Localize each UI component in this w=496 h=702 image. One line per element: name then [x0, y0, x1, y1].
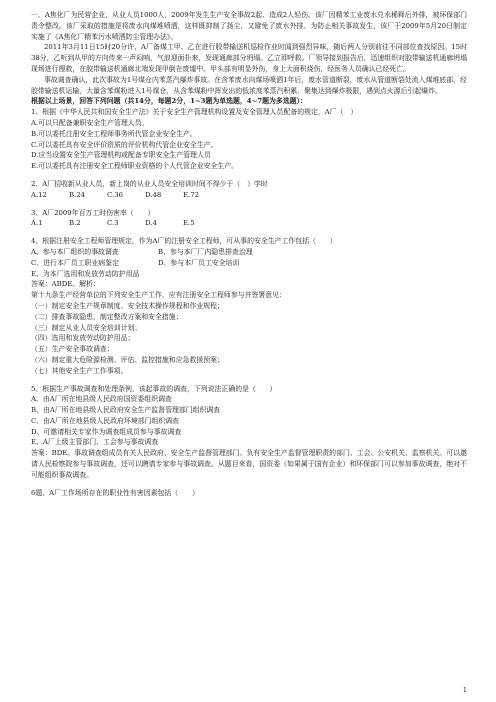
instruction-heading: 根据以上场景，回答下列问题（共14分，每题2分，1~3题为单选题，4~7题为多选题）： [31, 97, 307, 106]
answer: 答案：ABDE。解析： [31, 280, 100, 289]
option: D、参与本厂员工安全培训 [158, 258, 240, 267]
option: B.2 [69, 219, 81, 228]
option: A、由A厂所在地县级人民政府国资委组织调查 [31, 395, 172, 404]
option: C.36 [107, 190, 123, 199]
question-text: 6题、A厂工作场所存在的职业性有害因素包括（ ） [31, 488, 199, 497]
question-3 [31, 208, 467, 230]
option: D.4 [145, 219, 157, 228]
question-2 [31, 179, 467, 201]
analysis-item: （三）制定从业人员安全培训计划； [31, 323, 142, 332]
question-6 [31, 488, 467, 499]
scenario [31, 10, 467, 96]
option: C、由A厂所在地县级人民政府环境部门组织调查 [31, 416, 180, 425]
question-1 [31, 107, 467, 172]
question-text: 2、A厂招收新从业人员，新上岗的从业人员安全培训时间不得少于（ ）学时 [31, 179, 268, 188]
option: A、参与本厂组织的事故调查 [31, 247, 119, 256]
question-text: 5、根据生产事故调查和处理条例，该起事故的调查，下列说法正确的是（ ） [31, 384, 277, 393]
answer: 答案：BDE。事故调查组成员有关人民政府、安全生产监督管理部门、负有安全生产监督管理职责的部门、工会、公安机关、监察机关。可以邀请人民检察院参与事故调查，还可以聘请专家参与事故调查。从题目来看，国资委（如果属于国有企业）和环保部门可以参加事故调查，绝对不可能组织事故调查。 [31, 449, 467, 479]
scenario-paragraph: 一、A焦化厂为民营企业，从业人员1000人，2009年发生生产安全事故2起、造成2人轻伤。该厂因精苯工业废水兑水稀释后外排，被环保部门责令整改。该厂采取的措施是将废水向煤堆喷洒，这样既抑制了扬尘，又避免了废水外排。为防止相关事故发生，该厂于2009年5月20日制定实施了《A焦化厂精苯污水喷洒防尘管理办法》。 [31, 11, 467, 41]
question-text: 4、根据注册安全工程师管理规定，作为A厂的注册安全工程师，可从事的安全生产工作包括（ ） [31, 237, 337, 246]
analysis-item: （二）排查事故隐患，制定整改方案和安全措施； [31, 312, 183, 321]
option: B.可以委托注册安全工程师事务所代管企业安全生产。 [31, 129, 197, 138]
option: D.应当设置安全生产管理机构或配备专职安全生产管理人员 [31, 151, 211, 160]
option: E、为本厂选用和发放劳动防护用品 [31, 269, 140, 278]
options-row [31, 258, 467, 269]
question-5 [31, 384, 467, 481]
option: E.可以委托具有注册安全工程师职业资格的个人代管企业安全生产。 [31, 162, 239, 171]
option: D、可邀请相关专家作为调查组成员参与事故调查 [31, 427, 182, 436]
option: B、由A厂所在地县级人民政府安全生产监督管理部门组织调查 [31, 406, 221, 415]
option: A.可以只配备兼职安全生产管理人员。 [31, 118, 149, 127]
question-text: 3、A厂2009年百万工时伤害率（ ） [31, 208, 155, 217]
option: B.24 [69, 190, 86, 199]
option: E、A厂上级主管部门、工会参与事故调查 [31, 438, 159, 447]
option: A.1 [31, 219, 43, 228]
question-4 [31, 236, 467, 376]
options-row [31, 218, 467, 229]
scenario-paragraph: 事故调查确认，此次事故为1号煤仓内苯蒸汽爆炸事故。在含苯废水向煤场喷洒1年后，废水管道断裂，废水从管道断裂处流入煤堆底部，经胶带输送机运输，大量含苯煤粉进入1号煤仓，从含苯煤粉中挥发出的低浓度苯蒸汽积累、聚集达到爆炸极限，遇到点火源后引起爆炸。 [31, 75, 467, 95]
analysis-item: （七）其他安全生产工作事项。 [31, 366, 128, 375]
option: B、参与本厂厂内隐患排查治理 [158, 247, 253, 256]
document-body [31, 10, 467, 498]
option: E.5 [183, 219, 195, 228]
options-row [31, 190, 467, 201]
option: C.3 [107, 219, 119, 228]
page-number: 1 [462, 686, 467, 694]
scenario-paragraph: 2011年3月11日15时20分许，A厂备煤工甲、乙在进行胶带输送机巡检作业时闻到强烈异味，随后两人分别前往不同部位查找原因。15时38分，乙听到从甲的方向传来一声闷响，气浪迎面扑来，发现通廊部分坍塌。乙立即呼救。厂领导接到报告后，迅速组织对胶带输送机通廊坍塌现场进行搜救，在胶带输送机通廊北端发现甲倒在废墟中。甲头部有明显外伤，身上大面积烧伤，经医务人员确认已经死亡。 [31, 43, 467, 73]
option: A.12 [31, 190, 47, 199]
analysis-intro: 第十九条生产经营单位的下列安全生产工作，应有注册安全工程师参与并签署意见： [31, 291, 286, 300]
options-row [31, 247, 467, 258]
question-text: 1、根据《中华人民共和国安全生产法》关于安全生产管理机构设置及安全管理人员配备的规定，A厂（ ） [31, 108, 358, 117]
option: D.48 [145, 190, 162, 199]
analysis-item: （六）制定重大危险源检测、评估、监控措施和应急救援预案； [31, 355, 224, 364]
analysis-item: （四）选用和发放劳动防护用品； [31, 334, 135, 343]
analysis-item: （一）制定安全生产规章制度、安全技术操作规程和作业规程； [31, 301, 224, 310]
analysis-item: （五）生产安全事故调查； [31, 345, 114, 354]
option: E.72 [183, 190, 199, 199]
option: C、进行本厂员工职业病鉴定 [31, 258, 119, 267]
option: C.可以委托具有安全评价资质的评价机构代管企业安全生产。 [31, 140, 218, 149]
